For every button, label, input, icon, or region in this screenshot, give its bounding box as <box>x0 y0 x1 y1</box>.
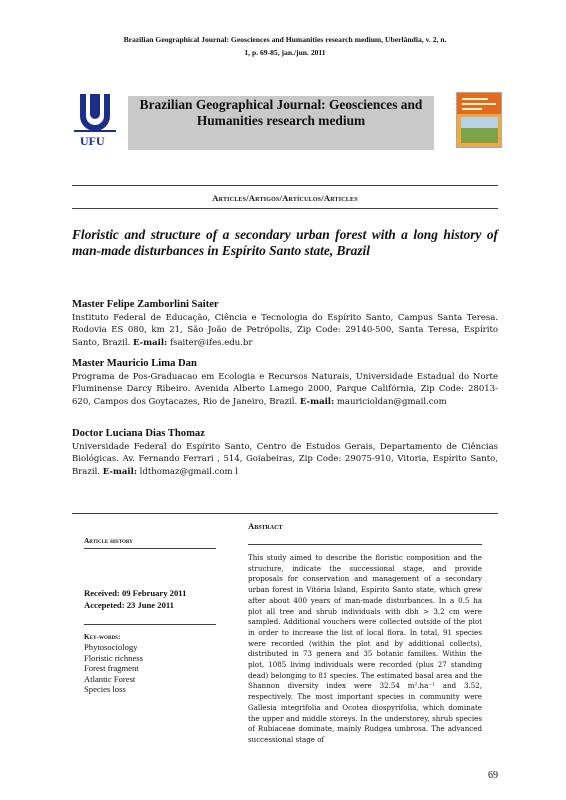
running-head-line-2: 1, p. 69-85, jan./jun. 2011 <box>244 48 326 57</box>
keyword-item: Atlantic Forest <box>84 673 136 684</box>
keywords-heading: Key-words: <box>84 632 121 641</box>
keywords-divider <box>84 624 216 625</box>
author-affiliation: Universidade Federal do Espírito Santo, Centro de Estudos Gerais, Departamento de Ciências Biológicas. Av. Fernando Ferrari , 514, Goiabeiras, Zip Code: 29075-910, Vitoria, Espírito Santo, Brazil. <box>72 442 498 477</box>
article-history-heading: Article history <box>84 536 133 545</box>
keyword-item: Species loss <box>84 684 126 694</box>
running-head-line-1: Brazilian Geographical Journal: Geosciences and Humanities research medium, Uberlândia, v. 2, n. <box>123 35 447 44</box>
author-affiliation: Programa de Pos-Graduacao em Ecologia e Recursos Naturais, Universidade Estadual do Norte Fluminense Darcy Ribeiro. Avenida Alberto Lamego 2000, Parque Califórnia, Zip Code: 28013-620, Campos dos Goytacazes, Rio de Janeiro, Brazil. <box>72 372 498 407</box>
email-label: E-mail: <box>133 337 168 348</box>
author-email[interactable]: mauricioldan@gmail.com <box>336 396 447 407</box>
journal-title: Brazilian Geographical Journal: Geosciences and Humanities research medium <box>128 96 434 150</box>
abstract-text: This study aimed to describe the floristic composition and the structure, indicate the successional stage, and provide proposals for conservation and management of a secondary urban forest in Vitória Island, Espírito Santo state, which grew after about 400 years of man-made disturbances. In a 0.5 ha plot all tree and shrub individuals with dbh > 3.2 cm were sampled. Additional vouchers were collected outside of the plot in order to increase the list of local flora. In total, 91 species were recorded (within the plot and by additional collects), distributed in 73 genera and 35 botanic families. Within the plot, 1085 living individuals were recorded (plus 27 standing dead) belonging to 81 species. The estimated basal area and the Shannon diversity index were 32.54 m².ha⁻¹ and 3.52, respectively. The most important species in community were Gallesia integrifolia and Ocotea diospyrifolia, which dominate the upper and middle storeys. In the understorey, shrub species of Rubiaceae dominate, mainly Rudgea umbrosa. The advanced successional stage of <box>248 553 482 744</box>
section-tag: Articles/Artigos/Artículos/Articles <box>212 193 358 203</box>
abstract-heading: Abstract <box>248 521 283 531</box>
section-divider-bottom <box>72 208 498 209</box>
journal-masthead <box>72 92 502 152</box>
journal-cover-image <box>456 92 502 148</box>
email-label: E-mail: <box>299 396 335 407</box>
section-divider-top <box>72 185 498 186</box>
author-name: Master Felipe Zamborlini Saiter <box>72 299 219 310</box>
received-date: Received: 09 February 2011 <box>84 588 187 598</box>
running-head <box>72 33 498 59</box>
keyword-item: Floristic richness <box>84 652 143 663</box>
author-name: Master Mauricio Lima Dan <box>72 358 197 369</box>
keyword-item: Forest fragment <box>84 663 139 673</box>
page-number: 69 <box>488 770 498 781</box>
author-name: Doctor Luciana Dias Thomaz <box>72 428 205 439</box>
keywords <box>84 632 216 695</box>
author-email[interactable]: ldthomaz@gmail.com l <box>139 466 239 477</box>
article-dates <box>84 588 216 611</box>
article-title: Floristic and structure of a secondary urban forest with a long history of man-made disturbances in Espírito Santo state, Brazil <box>72 227 498 258</box>
author-block <box>72 298 498 349</box>
email-label: E-mail: <box>102 466 137 477</box>
history-divider <box>84 548 216 549</box>
keyword-item: Phytosociology <box>84 642 138 652</box>
author-affiliation: Instituto Federal de Educação, Ciência e Tecnologia do Espírito Santo, Campus Santa Teresa. Rodovia ES 080, km 21, São João de Petrópolis, Zip Code: 29140-500, Santa Teresa, Espírito Santo, Brazil. <box>72 313 498 348</box>
article-history <box>84 536 216 545</box>
accepted-date: Accepeted: 23 June 2011 <box>84 599 174 610</box>
abstract-heading-divider <box>248 544 482 545</box>
author-block <box>72 357 498 408</box>
author-email[interactable]: fsaiter@ifes.edu.br <box>169 337 253 348</box>
logo-text: UFU <box>80 134 105 148</box>
author-block <box>72 427 498 478</box>
abstract-divider <box>72 513 498 514</box>
